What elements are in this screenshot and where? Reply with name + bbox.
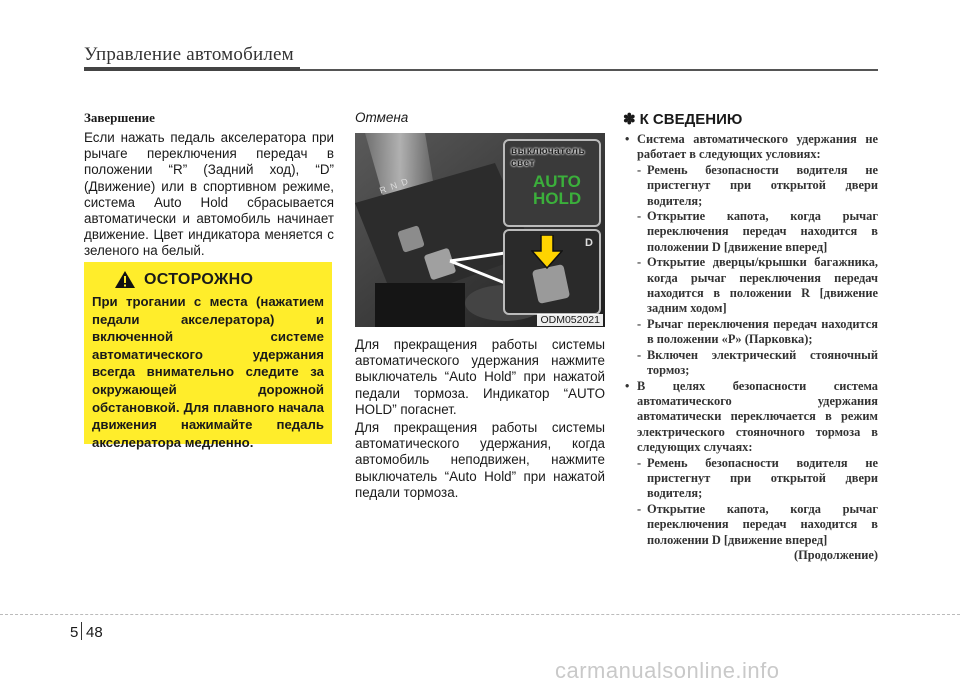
- completion-title: Завершение: [84, 110, 155, 125]
- list-item: - Открытие капота, когда рычаг переключения передач находится в положении D [движение вперед]: [623, 209, 878, 255]
- warning-header: [114, 270, 324, 289]
- info-bullet-2: • В целях безопасности система автоматического удержания автоматически переключается в режим электрического стояночного тормоза в следующих случаях:: [623, 379, 878, 456]
- list-item: - Включен электрический стояночный тормоз;: [623, 348, 878, 379]
- warning-text: При трогании с места (нажатием педали акселератора) и включенной системе автоматического удержания всегда внимательно следите за окружающей дорожной обстановкой. Для плавного начала движения нажимайте педаль акселератора медленно.: [92, 294, 324, 450]
- column-completion: [84, 110, 334, 260]
- cancel-para-1: Для прекращения работы системы автоматического удержания нажмите выключатель “Auto Hold” при нажатой педали тормоза. Индикатор “AUTO HOLD” погаснет.: [355, 337, 605, 417]
- list-item: - Открытие дверцы/крышки багажника, когда рычаг переключения передач находится в положении R [движение задним ходом]: [623, 255, 878, 317]
- footer-page-number: 48: [86, 624, 103, 641]
- warning-box: [84, 262, 332, 450]
- info-list: [623, 132, 878, 563]
- column-info: [623, 110, 878, 563]
- warning-title: ОСТОРОЖНО: [144, 270, 254, 288]
- header-rule-thick: [84, 67, 300, 71]
- info-title-text: К СВЕДЕНИЮ: [639, 110, 743, 128]
- watermark: carmanualsonline.info: [555, 658, 780, 683]
- list-item: - Ремень безопасности водителя не пристегнут при открытой двери водителя;: [623, 456, 878, 502]
- list-item: - Рычаг переключения передач находится в положении «P» (Парковка);: [623, 317, 878, 348]
- asterisk-icon: ✽: [623, 111, 636, 128]
- column-cancel: [355, 110, 605, 501]
- indicator-line2: HOLD: [533, 189, 582, 208]
- page-header-title: Управление автомобилем: [84, 44, 294, 65]
- auto-hold-indicator: [533, 173, 581, 207]
- completion-text: Если нажать педаль акселератора при рычаге переключения передач в положении “R” (Задний ход), “D” (Движение) или в спортивном режиме, система Auto Hold сбрасывается автоматически и автомобиль начинает движение. Цвет индикатора меняется с зеленого на белый.: [84, 130, 334, 259]
- info-title: [623, 110, 878, 128]
- footer-section-number: 5: [70, 624, 79, 641]
- switch-label-line1: выключатель: [511, 146, 586, 157]
- switch-closeup-inset: [503, 229, 601, 315]
- header-rule-thin: [300, 69, 878, 71]
- switch-label: [511, 146, 585, 170]
- footer-dashed-rule: [0, 614, 960, 615]
- gear-d-letter: D: [585, 237, 593, 249]
- auto-hold-button: [532, 264, 570, 304]
- indicator-line1: AUTO: [533, 172, 581, 191]
- switch-label-line2: свет: [511, 158, 535, 169]
- cancel-title: Отмена: [355, 110, 409, 125]
- auto-hold-switch-photo: [355, 133, 605, 327]
- gear-letters: R N D: [378, 176, 410, 196]
- cancel-para-2: Для прекращения работы системы автоматического удержания, когда автомобиль неподвижен, нажмите выключатель “Auto Hold” при нажатой педали тормоза.: [355, 420, 605, 500]
- continued-label: (Продолжение): [794, 547, 878, 562]
- footer-divider: [81, 622, 82, 640]
- down-arrow-icon: [531, 235, 563, 269]
- image-caption: ODM052021: [537, 314, 603, 326]
- list-item: - Ремень безопасности водителя не пристегнут при открытой двери водителя;: [623, 163, 878, 209]
- indicator-inset: [503, 139, 601, 227]
- list-item: - Открытие капота, когда рычаг переключения передач находится в положении D [движение вперед]: [623, 502, 878, 548]
- warning-triangle-icon: [114, 270, 136, 289]
- info-bullet-1: • Система автоматического удержания не работает в следующих условиях:: [623, 132, 878, 163]
